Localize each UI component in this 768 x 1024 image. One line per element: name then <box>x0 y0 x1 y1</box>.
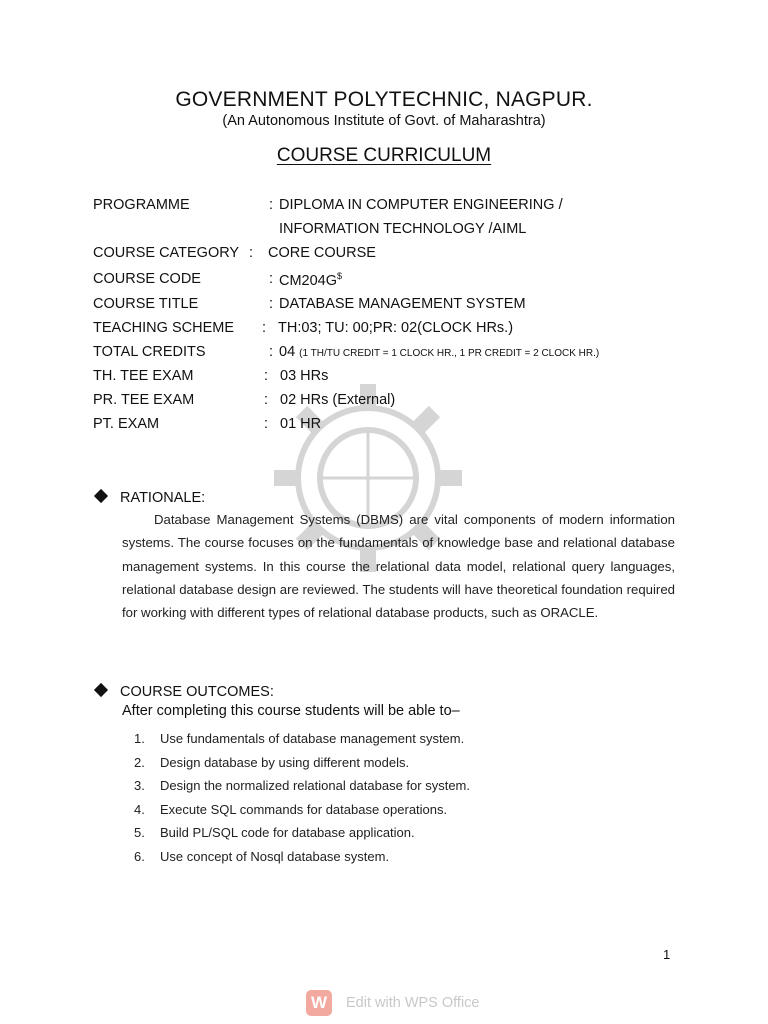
wps-edit-button[interactable] <box>306 990 480 1016</box>
th-tee-sep: : <box>264 368 269 384</box>
diamond-bullet-icon <box>94 683 108 697</box>
category-label: COURSE CATEGORY <box>93 245 240 261</box>
credits-note: (1 TH/TU CREDIT = 1 CLOCK HR., 1 PR CREDIT = 2 CLOCK HR.) <box>299 348 600 359</box>
title-value: DATABASE MANAGEMENT SYSTEM <box>279 296 526 312</box>
outcomes-lead: After completing this course students will be able to– <box>122 703 460 719</box>
pt-exam-sep: : <box>264 416 269 432</box>
code-sep: : <box>269 271 274 287</box>
institute-subtitle: (An Autonomous Institute of Govt. of Maharashtra) <box>222 113 546 129</box>
page-number: 1 <box>663 947 671 962</box>
pr-tee-label: PR. TEE EXAM <box>93 392 195 408</box>
credits-label: TOTAL CREDITS <box>93 344 206 360</box>
programme-value-2: INFORMATION TECHNOLOGY /AIML <box>279 221 527 237</box>
pr-tee-value: 02 HRs (External) <box>280 392 396 408</box>
scheme-label: TEACHING SCHEME <box>93 320 234 336</box>
page-title: COURSE CURRICULUM <box>276 145 492 166</box>
programme-label: PROGRAMME <box>93 197 190 213</box>
scheme-sep: : <box>262 320 267 336</box>
category-sep: : <box>249 245 254 261</box>
th-tee-value: 03 HRs <box>280 368 329 384</box>
credits-sep: : <box>269 344 274 360</box>
institute-name: GOVERNMENT POLYTECHNIC, NAGPUR. <box>175 88 593 111</box>
title-label: COURSE TITLE <box>93 296 199 312</box>
programme-sep: : <box>269 197 274 213</box>
list-item: 1. Use fundamentals of database management system. <box>134 731 465 746</box>
list-item: 3. Design the normalized relational database for system. <box>134 778 470 793</box>
category-value: CORE COURSE <box>268 245 376 261</box>
list-item: 5. Build PL/SQL code for database application. <box>134 825 415 840</box>
outcomes-list <box>122 729 470 870</box>
code-value: CM204G$ <box>279 271 343 289</box>
scheme-value: TH:03; TU: 00;PR: 02(CLOCK HRs.) <box>278 320 514 336</box>
list-item: 4. Execute SQL commands for database operations. <box>134 801 448 817</box>
pr-tee-sep: : <box>264 392 269 408</box>
rationale-paragraph: Database Management Systems (DBMS) are vital components of modern information systems. The course focuses on the fundamentals of knowledge base and relational database management systems. In this course the relational data model, relational query languages, relational database design are reviewed. The students will have theoretical foundation required for working with different types of relational database products, such as ORACLE. <box>122 512 675 621</box>
rationale-heading: RATIONALE: <box>93 490 205 506</box>
programme-value: DIPLOMA IN COMPUTER ENGINEERING / <box>279 197 563 213</box>
code-superscript: $ <box>337 271 343 281</box>
pt-exam-value: 01 HR <box>280 416 322 432</box>
wps-logo-icon: W <box>306 990 332 1016</box>
code-label: COURSE CODE <box>93 271 201 287</box>
wps-edit-label: Edit with WPS Office <box>346 995 480 1011</box>
outcomes-heading: COURSE OUTCOMES: <box>93 684 274 700</box>
title-sep: : <box>269 296 274 312</box>
list-item: 2. Design database by using different models. <box>134 754 410 770</box>
diamond-bullet-icon <box>94 489 108 503</box>
th-tee-label: TH. TEE EXAM <box>93 368 194 384</box>
credits-value: 04 (1 TH/TU CREDIT = 1 CLOCK HR., 1 PR CREDIT = 2 CLOCK HR.) <box>279 344 600 360</box>
pt-exam-label: PT. EXAM <box>93 416 160 432</box>
list-item: 6. Use concept of Nosql database system. <box>134 848 390 864</box>
